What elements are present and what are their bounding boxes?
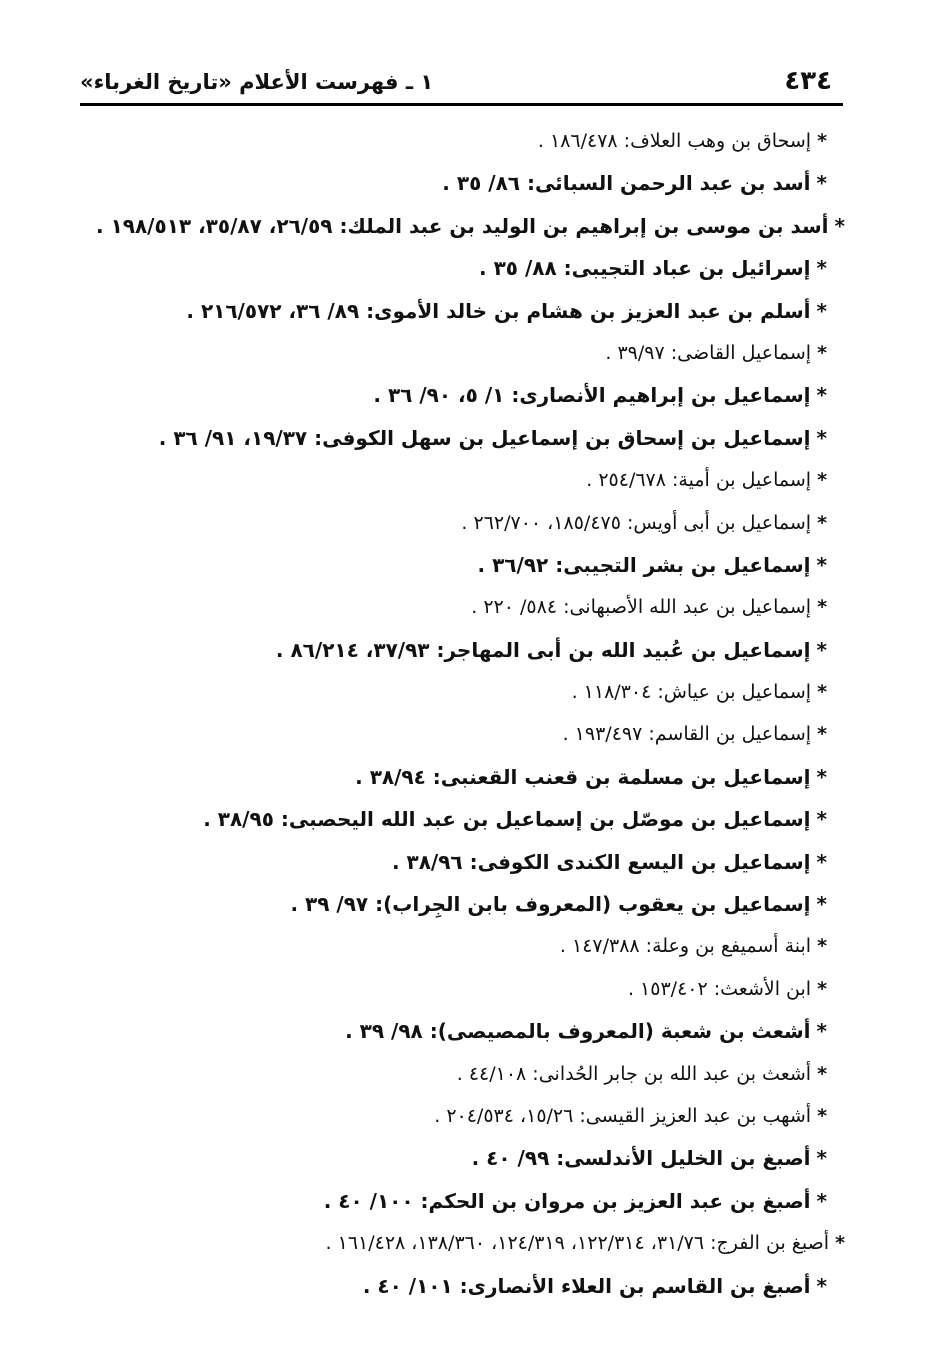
index-entry (105, 332, 845, 374)
index-entry (105, 756, 845, 798)
entry-text: إسحاق بن وهب العلاف: ١٨٦/٤٧٨ . (537, 130, 812, 152)
entry-text: أصبغ بن القاسم بن العلاء الأنصارى: ١٠١/ ٤٠ . (362, 1273, 811, 1298)
entry-text: إسماعيل بن القاسم: ١٩٣/٤٩٧ . (562, 723, 812, 746)
entry-text: إسماعيل بن أمية: ٢٥٤/٦٧٨ . (586, 469, 812, 492)
entry-text: إسماعيل بن مسلمة بن قعنب القعنبى: ٣٨/٩٤ . (355, 764, 811, 789)
bullet-star: * (816, 425, 827, 450)
index-entry (105, 502, 845, 544)
index-entry (105, 713, 845, 755)
entry-text: إسماعيل بن يعقوب (المعروف بابن الجِراب): ٩٧/ ٣٩ . (290, 892, 811, 917)
bullet-star: * (816, 849, 827, 874)
index-entry (105, 925, 845, 967)
entry-text: إسماعيل بن أبى أويس: ١٨٥/٤٧٥، ٢٦٢/٧٠٠ . (461, 511, 812, 534)
index-entry (105, 290, 845, 332)
index-entries (96, 120, 845, 1307)
index-entry (105, 1137, 845, 1179)
index-entry (96, 205, 845, 247)
index-entry (105, 1010, 845, 1052)
index-entry (105, 417, 845, 459)
bullet-star: * (817, 935, 827, 958)
bullet-star: * (817, 469, 827, 492)
index-entry (105, 586, 845, 628)
entry-text: إسرائيل بن عباد التجيبى: ٨٨/ ٣٥ . (479, 256, 811, 281)
bullet-star: * (816, 1273, 827, 1298)
index-entry (105, 883, 845, 925)
bullet-star: * (816, 171, 827, 196)
bullet-star: * (816, 383, 827, 408)
entry-text: إسماعيل بن إبراهيم الأنصارى: ١/ ٥، ٩٠/ ٣٦ . (373, 383, 811, 408)
bullet-star: * (835, 1232, 845, 1255)
entry-text: أشعث بن عبد الله بن جابر الحُدانى: ٤٤/١٠٨ . (456, 1062, 812, 1085)
entry-text: أصبغ بن عبد العزيز بن مروان بن الحكم: ١٠٠/ ٤٠ . (323, 1188, 811, 1213)
entry-text: أسد بن عبد الرحمن السبائى: ٨٦/ ٣٥ . (442, 171, 811, 196)
entry-text: ابنة أسميفع بن وعلة: ١٤٧/٣٨٨ . (559, 935, 812, 958)
entry-text: إسماعيل القاضى: ٣٩/٩٧ . (605, 341, 812, 364)
entry-text: إسماعيل بن موصّل بن إسماعيل بن عبد الله اليحصبى: ٣٨/٩٥ . (203, 807, 811, 832)
header-rule (80, 103, 843, 106)
index-entry (105, 968, 845, 1010)
index-entry (105, 1053, 845, 1095)
bullet-star: * (816, 807, 827, 832)
entry-text: أسد بن موسى بن إبراهيم بن الوليد بن عبد الملك: ٢٦/٥٩، ٣٥/٨٧، ١٩٨/٥١٣ . (96, 213, 829, 238)
index-entry (105, 1180, 845, 1222)
entry-text: إسماعيل بن بشر التجيبى: ٣٦/٩٢ . (477, 552, 811, 577)
entry-text: إسماعيل بن عُبيد الله بن أبى المهاجر: ٣٧/٩٣، ٨٦/٢١٤ . (275, 637, 811, 662)
index-entry (105, 162, 845, 204)
index-entry (105, 247, 845, 289)
running-title: ١ ـ فهرست الأعلام «تاريخ الغرباء» (80, 70, 434, 94)
index-entry (105, 1222, 845, 1264)
bullet-star: * (816, 764, 827, 789)
bullet-star: * (817, 511, 827, 534)
bullet-star: * (817, 1062, 827, 1085)
bullet-star: * (816, 637, 827, 662)
entry-text: أصبغ بن الفرج: ٣١/٧٦، ١٢٢/٣١٤، ١٢٤/٣١٩، ١٣٨/٣٦٠، ١٦١/٤٢٨ . (325, 1232, 830, 1255)
index-entry (105, 1095, 845, 1137)
bullet-star: * (817, 681, 827, 704)
bullet-star: * (816, 256, 827, 281)
index-entry (105, 459, 845, 501)
index-entry (105, 1265, 845, 1307)
entry-text: إسماعيل بن عياش: ١١٨/٣٠٤ . (571, 681, 812, 704)
entry-text: إسماعيل بن اليسع الكندى الكوفى: ٣٨/٩٦ . (391, 849, 811, 874)
entry-text: ابن الأشعث: ١٥٣/٤٠٢ . (627, 977, 812, 1000)
index-entry (105, 374, 845, 416)
bullet-star: * (817, 130, 827, 152)
bullet-star: * (817, 977, 827, 1000)
index-entry (105, 798, 845, 840)
index-entry (105, 671, 845, 713)
entry-text: إسماعيل بن عبد الله الأصبهانى: ٥٨٤/ ٢٢٠ . (471, 596, 812, 619)
entry-text: إسماعيل بن إسحاق بن إسماعيل بن سهل الكوفى: ١٩/٣٧، ٩١/ ٣٦ . (158, 425, 811, 450)
index-entry (105, 544, 845, 586)
bullet-star: * (816, 1019, 827, 1044)
bullet-star: * (817, 596, 827, 619)
bullet-star: * (816, 298, 827, 323)
entry-text: أسلم بن عبد العزيز بن هشام بن خالد الأموى: ٨٩/ ٣٦، ٢١٦/٥٧٢ . (186, 298, 811, 323)
bullet-star: * (816, 552, 827, 577)
bullet-star: * (817, 341, 827, 364)
entry-text: أشعث بن شعبة (المعروف بالمصيصى): ٩٨/ ٣٩ . (345, 1019, 811, 1044)
bullet-star: * (816, 892, 827, 917)
bullet-star: * (834, 213, 845, 238)
index-entry (105, 629, 845, 671)
bullet-star: * (816, 1146, 827, 1171)
entry-text: أشهب بن عبد العزيز القيسى: ١٥/٢٦، ٢٠٤/٥٣٤ . (434, 1104, 812, 1127)
index-entry (105, 841, 845, 883)
index-entry (105, 120, 845, 162)
entry-text: أصبغ بن الخليل الأندلسى: ٩٩/ ٤٠ . (471, 1146, 811, 1171)
page-header (80, 62, 840, 102)
bullet-star: * (817, 723, 827, 746)
bullet-star: * (816, 1188, 827, 1213)
page-number: ٤٣٤ (784, 66, 832, 96)
bullet-star: * (817, 1104, 827, 1127)
